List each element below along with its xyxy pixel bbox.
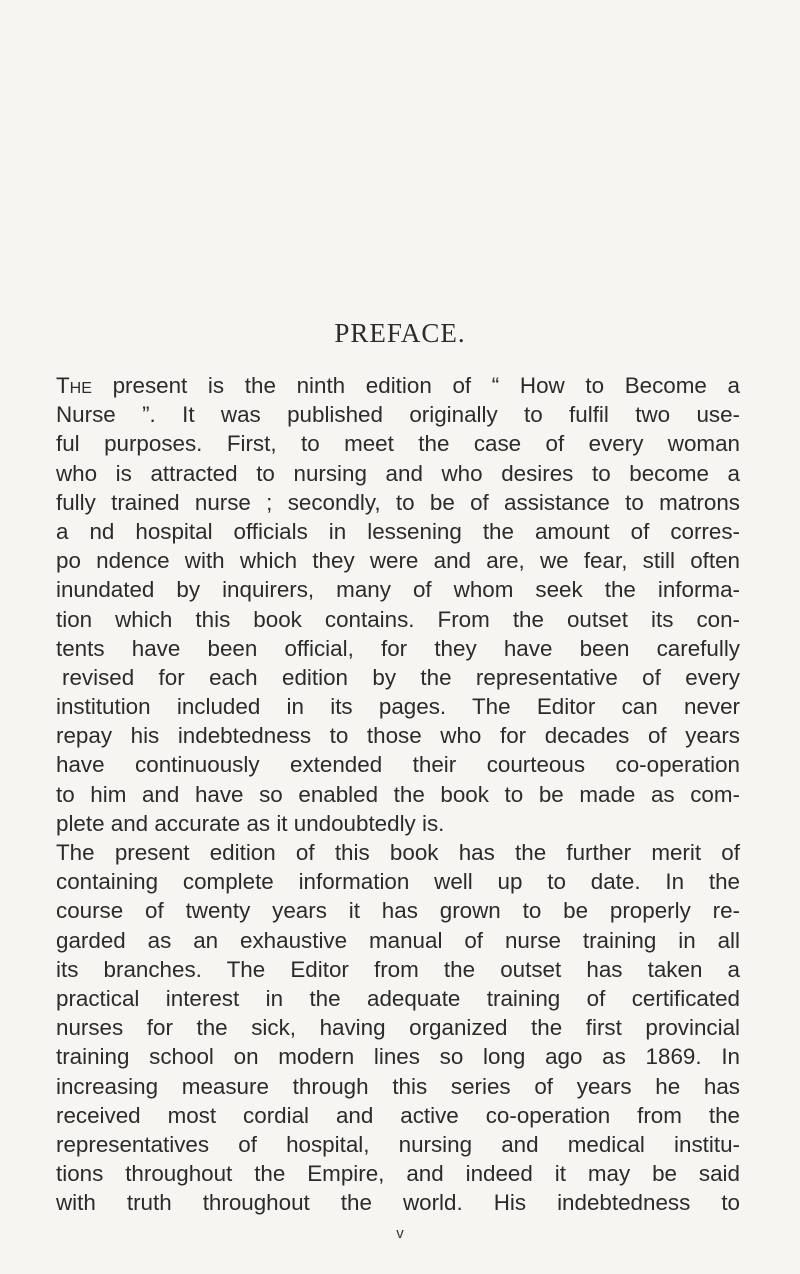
text-line: a nd hospital officials in lessening the amount of corres- (56, 518, 740, 544)
text-line: increasing measure through this series of years he has (56, 1073, 740, 1099)
text-line: received most cordial and active co-operation from the (56, 1102, 740, 1128)
text-line: The present is the ninth edition of “ How to Become a (56, 373, 740, 398)
text-line: with truth throughout the world. His indebtedness to (56, 1190, 740, 1216)
text-line: course of twenty years it has grown to be properly re- (56, 898, 740, 924)
text-line: ful purposes. First, to meet the case of every woman (56, 431, 740, 457)
text-line: garded as an exhaustive manual of nurse training in all (56, 927, 740, 953)
text-line: po ndence with which they were and are, we fear, still often (56, 548, 740, 574)
text-line: its branches. The Editor from the outset has taken a (56, 956, 740, 982)
text-line: fully trained nurse ; secondly, to be of assistance to matrons (56, 489, 740, 515)
text-line: inundated by inquirers, many of whom seek the informa- (56, 577, 740, 603)
text-line: to him and have so enabled the book to be made as com- (56, 781, 740, 807)
page-title: PREFACE. (334, 318, 466, 348)
text-line: repay his indebtedness to those who for decades of years (56, 723, 740, 749)
text-line: practical interest in the adequate training of certificated (56, 985, 740, 1011)
preface-body (56, 371, 740, 1217)
text-line: institution included in its pages. The Editor can never (56, 694, 740, 720)
paragraph-1 (56, 371, 740, 838)
text-line: tions throughout the Empire, and indeed it may be said (56, 1161, 740, 1187)
text-line: Nurse ”. It was published originally to fulfil two use- (56, 402, 740, 428)
text-line: representatives of hospital, nursing and medical institu- (56, 1131, 740, 1157)
lead-word: The (56, 373, 92, 398)
text-line: have continuously extended their courteous co-operation (56, 752, 740, 778)
text-line: plete and accurate as it undoubtedly is. (56, 810, 445, 836)
text-line: training school on modern lines so long ago as 1869. In (56, 1044, 740, 1070)
text-line: containing complete information well up to date. In the (56, 869, 740, 895)
text-line: revised for each edition by the representative of every (62, 664, 740, 690)
text-line: nurses for the sick, having organized the first provincial (56, 1015, 740, 1041)
text-line: tents have been official, for they have been carefully (56, 635, 740, 661)
text-line: tion which this book contains. From the outset its con- (56, 606, 740, 632)
text-line: who is attracted to nursing and who desires to become a (56, 460, 740, 486)
paragraph-2 (56, 838, 740, 1217)
text-line: The present edition of this book has the further merit of (56, 840, 740, 865)
page-number: v (396, 1225, 404, 1242)
